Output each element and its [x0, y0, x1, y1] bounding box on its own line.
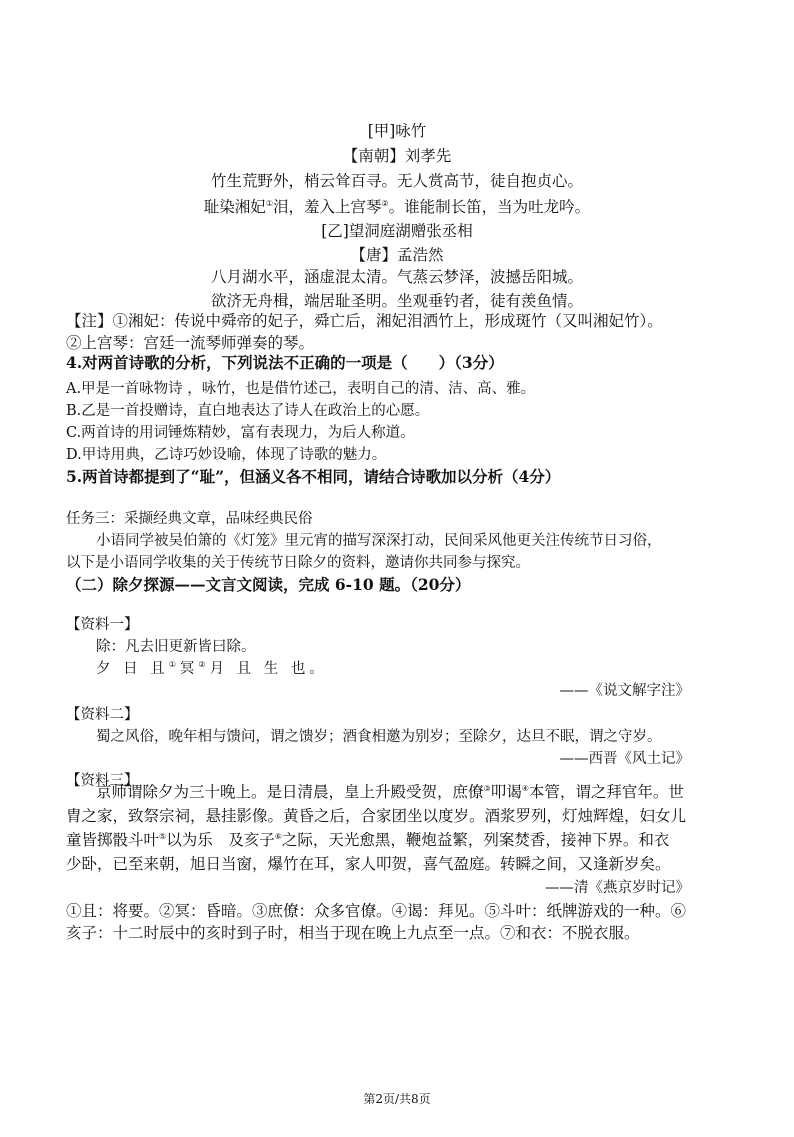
q4-option-b: B.乙是一首投赠诗，直白地表达了诗人在政治上的心愿。 — [66, 403, 430, 419]
poem-a-line2-part2: 泪，羞入上宫琴 — [272, 198, 382, 216]
note-1: 【注】①湘妃：传说中舜帝的妃子，舜亡后，湘妃泪洒竹上，形成斑竹（又叫湘妃竹）。 — [66, 312, 663, 330]
note-2: ②上宫琴：宫廷一流琴师弹奏的琴。 — [66, 334, 315, 352]
poem-b-author: 【唐】孟浩然 — [350, 246, 444, 264]
material-1-line2 — [96, 658, 328, 680]
poem-b-line2: 欲济无舟楫，端居耻圣明。坐观垂钓者，徒有羡鱼情。 — [210, 292, 583, 310]
footnote-marker: ② — [198, 660, 210, 669]
poem-a-author: 【南朝】刘孝先 — [342, 147, 452, 165]
glossary-line1: ①且：将要。②冥：昏暗。③庶僚：众多官僚。④谒：拜见。⑤斗叶：纸牌游戏的一种。⑥ — [66, 902, 687, 920]
footnote-marker: ⑤ — [159, 832, 167, 841]
poem-b-title: [乙]望洞庭湖赠张丞相 — [321, 222, 473, 240]
material-3-line2: 胄之家，致祭宗祠，悬挂影像。黄昏之后，合家团坐以度岁。酒浆罗列，灯烛辉煌，妇女儿 — [66, 807, 687, 825]
q4-option-c: C.两首诗的用词锤炼精妙，富有表现力，为后人称道。 — [66, 425, 415, 441]
poem-a-line2 — [0, 196, 794, 218]
material-1-line2-part2: 冥 — [179, 661, 199, 677]
footnote-marker: ② — [381, 199, 389, 208]
material-2-heading: 【资料二】 — [66, 707, 139, 723]
material-3-line1-part1: 京师谓除夕为三十晚上。是日清晨，皇上升殿受贺，庶僚 — [96, 783, 484, 801]
material-2-line1: 蜀之风俗，晚年相与馈问，谓之馈岁；酒食相邀为别岁；至除夕，达旦不眠，谓之守岁。 — [96, 729, 662, 745]
glossary-line2: 亥子：十二时辰中的亥时到子时，相当于现在晚上九点至一点。⑦和衣：不脱衣服。 — [66, 924, 640, 942]
material-3-line3-part2: 以为乐 及亥子 — [166, 831, 275, 849]
footnote-marker: ④ — [521, 784, 529, 793]
material-1-source: ——《说文解字注》 — [559, 683, 690, 699]
material-3-line3-part1: 童皆掷骰斗叶 — [66, 831, 160, 849]
material-3-line1-part3: 本管，谓之拜官年。世 — [528, 783, 684, 801]
material-1-line2-part1: 夕 日 且 — [96, 661, 169, 677]
material-3-line1-part2: 叩谒 — [490, 783, 522, 801]
task3-para-line1: 小语同学被吴伯箫的《灯笼》里元宵的描写深深打动，民间采风他更关注传统节日习俗， — [96, 533, 662, 549]
question-5: 5.两首诗都提到了“耻”，但涵义各不相同，请结合诗歌加以分析（4分） — [66, 467, 561, 486]
material-3-source: ——清《燕京岁时记》 — [545, 880, 690, 896]
footnote-marker: ③ — [483, 784, 491, 793]
footnote-marker: ① — [168, 660, 180, 669]
task3-title: 任务三：采撷经典文章，品味经典民俗 — [66, 511, 313, 527]
material-3-line4: 少卧，已至来朝，旭日当窗，爆竹在耳，家人叩贺，喜气盈庭。转瞬之间，又逢新岁矣。 — [66, 855, 671, 873]
poem-a-line2-part3: 。谁能制长笛，当为吐龙吟。 — [388, 198, 591, 216]
material-3-line1 — [96, 781, 684, 803]
poem-a-line2-part1: 耻染湘妃 — [203, 198, 266, 216]
section-2-title: （二）除夕探源——文言文阅读，完成 6-10 题。（20分） — [66, 575, 471, 594]
q4-option-a: A.甲是一首咏物诗 ，咏竹，也是借竹述己，表明自己的清、洁、高、雅。 — [66, 381, 536, 397]
question-4: 4.对两首诗歌的分析，下列说法不正确的一项是（ ）（3分） — [66, 353, 504, 372]
material-3-line3 — [66, 829, 669, 851]
poem-b-line1: 八月湖水平，涵虚混太清。气蒸云梦泽，波撼岳阳城。 — [210, 268, 583, 286]
footnote-marker: ① — [265, 199, 273, 208]
poem-a-line1: 竹生荒野外，梢云耸百寻。无人赏高节，徒自抱贞心。 — [210, 172, 583, 190]
footnote-marker: ⑥ — [274, 832, 282, 841]
poem-a-title: [甲]咏竹 — [367, 122, 427, 140]
material-3-line3-part3: 之际，天光愈黑，鞭炮益繁，列案焚香，接神下界。和衣 — [281, 831, 670, 849]
q4-option-d: D.甲诗用典，乙诗巧妙设喻，体现了诗歌的魅力。 — [66, 447, 387, 463]
material-3-heading: 【资料三】 — [66, 773, 139, 789]
material-1-line2-part3: 月 且 生 也。 — [209, 661, 328, 677]
material-1-line1: 除：凡去旧更新皆曰除。 — [96, 639, 256, 655]
material-1-heading: 【资料一】 — [66, 617, 139, 633]
material-2-source: ——西晋《风土记》 — [559, 751, 690, 767]
task3-para-line2: 以下是小语同学收集的关于传统节日除夕的资料，邀请你共同参与探究。 — [66, 555, 530, 571]
page-number: 第2页/共8页 — [363, 1092, 431, 1106]
